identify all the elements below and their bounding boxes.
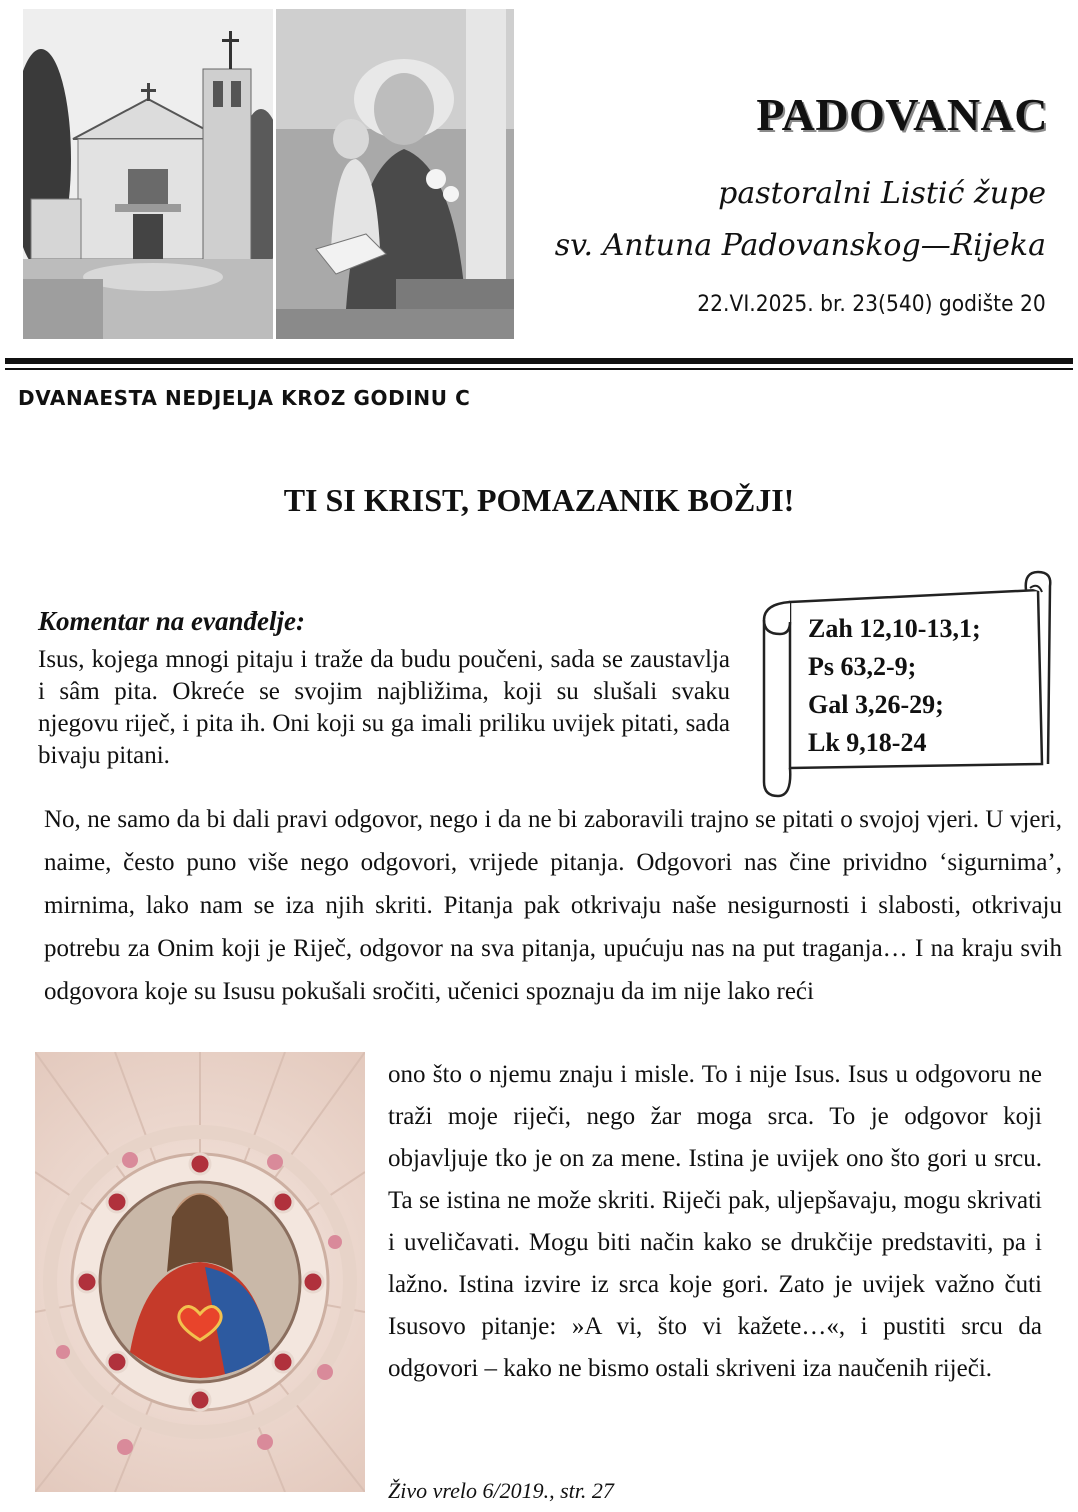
saint-anthony-image bbox=[276, 9, 514, 339]
reading-item: Ps 63,2-9; bbox=[808, 652, 917, 681]
source-citation: Živo vrelo 6/2019., str. 27 bbox=[388, 1478, 614, 1503]
commentary-continued: ono što o njemu znaju i misle. To i nije Isus. Isus u odgovoru ne traži moje riječi, nego žar moga srca. To je odgovor koji objavljuje tko je on za mene. Istina je uvijek ono što gori u srcu. Ta se istina ne može skriti. Riječi pak, uljepšavaju, mogu skrivati i uveličavati. Mogu biti način kako se drukčije predstaviti, pa i lažno. Istina izvire iz srca koje gori. Zato je uvijek važno čuti Isusovo pitanje: »A vi, što vi kažete…«, i pustiti srcu da odgovori – kako ne bismo ostali skriveni iza naučenih riječi. bbox=[388, 1061, 1042, 1382]
headline: TI SI KRIST, POMAZANIK BOŽJI! bbox=[283, 482, 795, 518]
header-rule-thick bbox=[5, 358, 1073, 364]
commentary-main: No, ne samo da bi dali pravi odgovor, nego i da ne bi zaboravili trajno se pitati o svojoj vjeri. U vjeri, naime, često puno više nego odgovori, vrijede pitanja. Odgovori nas čine prividno ‘sigurnima’, mirnima, lako nam se iza njih skriti. Pitanja pak otkrivaju naše nesigurnosti i slabosti, otkrivaju potrebu za Onim koji je Riječ, odgovor na sva pitanja, upućuju nas na put traganja… I na kraju svih odgovora koje su Isusu pokušali sročiti, učenici spoznaju da im nije lako reći bbox=[44, 806, 1062, 1005]
issue-info: 22.VI.2025. br. 23(540) godište 20 bbox=[697, 292, 1046, 317]
commentary-intro: Isus, kojega mnogi pitaju i traže da budu poučeni, sada se zaustavlja i sâm pita. Okreće se svojim najbližima, koji su slušali svaku njegovu riječ, i pita ih. Oni koji su ga imali priliku uvijek pitati, sada bivaju pitani. bbox=[38, 646, 730, 769]
header-rule-thin bbox=[5, 368, 1073, 370]
newsletter-title: PADOVANAC bbox=[756, 89, 1048, 140]
commentary-label: Komentar na evanđelje: bbox=[38, 606, 305, 636]
sacred-heart-image bbox=[35, 1052, 365, 1492]
reading-item: Lk 9,18-24 bbox=[808, 728, 927, 757]
readings-list bbox=[808, 610, 981, 762]
liturgical-sunday: DVANAESTA NEDJELJA KROZ GODINU C bbox=[18, 386, 471, 410]
subtitle-line-2: sv. Antuna Padovanskog—Rijeka bbox=[554, 228, 1046, 263]
church-photo bbox=[23, 9, 273, 339]
reading-item: Zah 12,10-13,1; bbox=[808, 614, 981, 643]
reading-item: Gal 3,26-29; bbox=[808, 690, 944, 719]
subtitle-line-1: pastoralni Listić župe bbox=[718, 176, 1046, 211]
